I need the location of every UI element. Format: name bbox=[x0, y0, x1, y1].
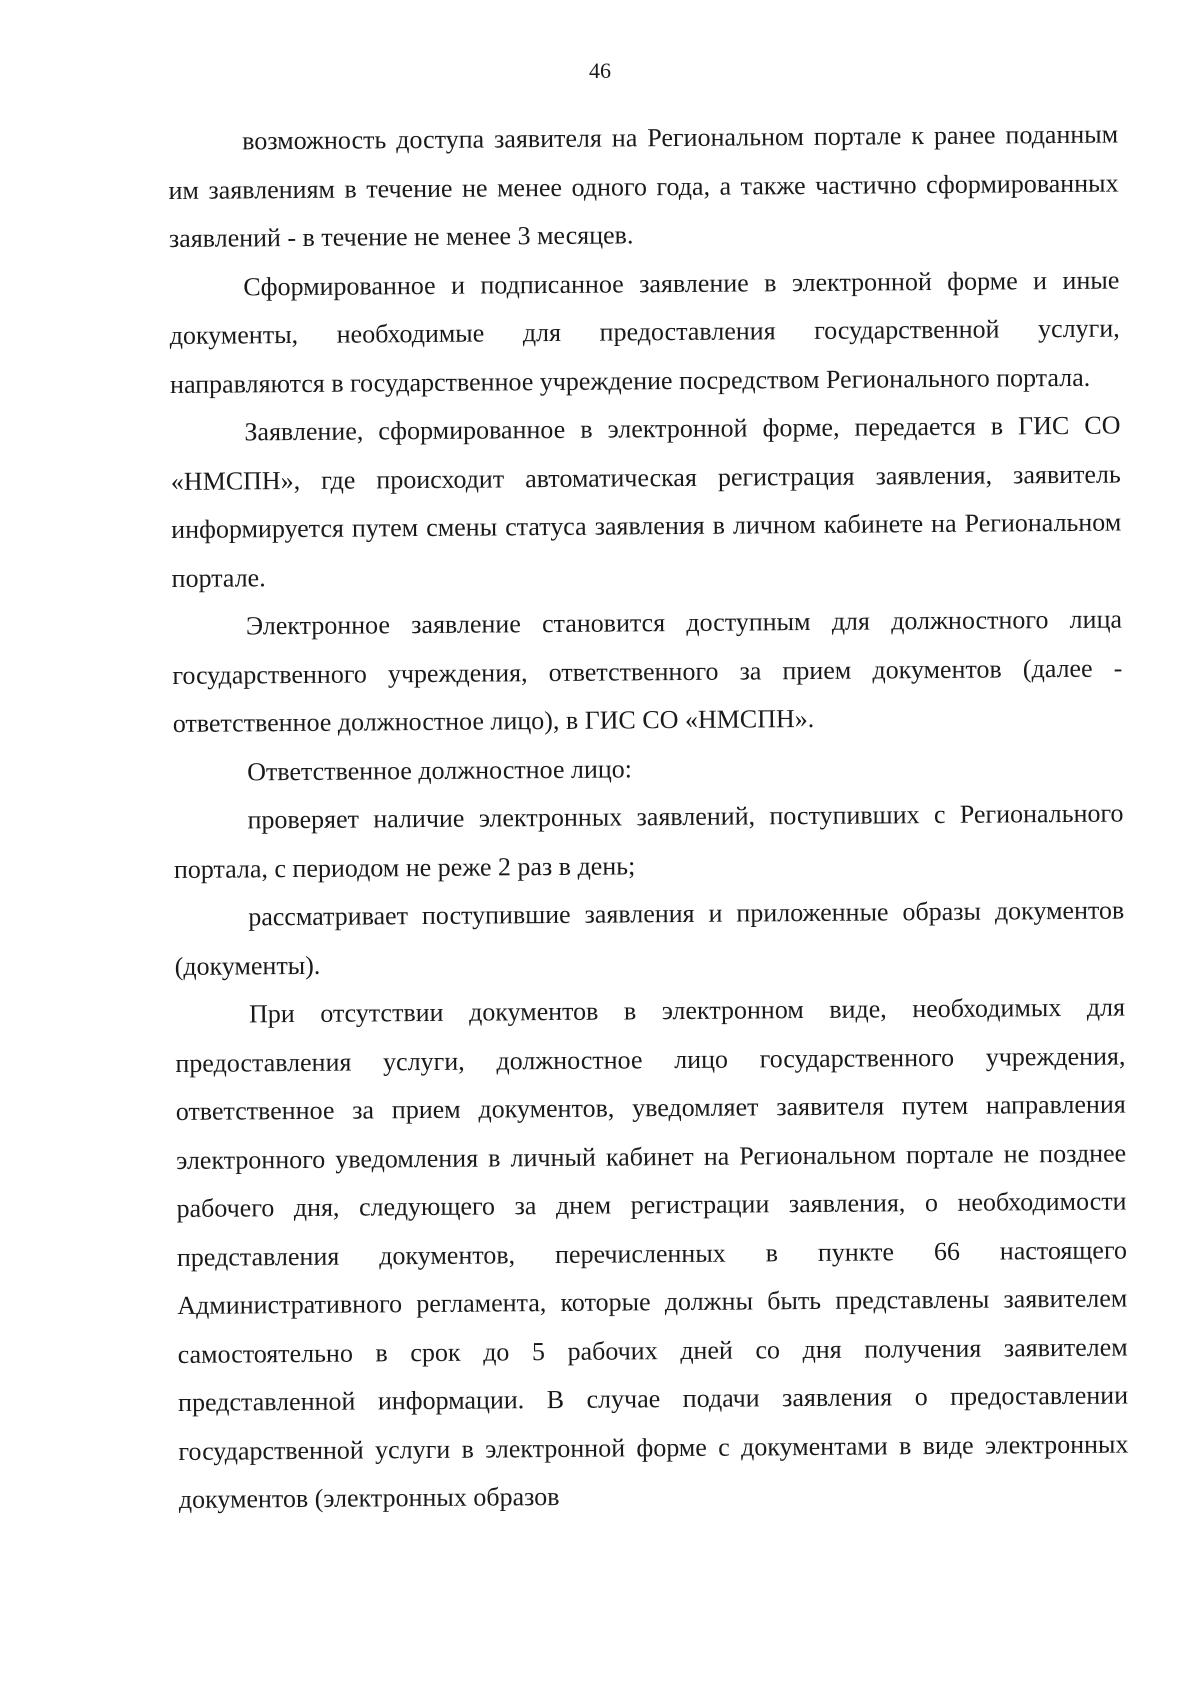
paragraph: Заявление, сформированное в электронной форме, передается в ГИС СО «НМСПН», где происходит автоматическая регистрация заявления, заявитель информируется путем смены статуса заявления в личном кабинете на Региональном портале. bbox=[170, 410, 1122, 593]
paragraph: Ответственное должностное лицо: bbox=[247, 753, 633, 786]
paragraph: Сформированное и подписанное заявление в электронной форме и иные документы, необходимые для предоставления государственной услуги, направляются в государственное учреждение посредством Регионального портала. bbox=[169, 265, 1120, 399]
page-number: 46 bbox=[589, 58, 611, 83]
paragraph: рассматривает поступившие заявления и приложенные образы документов (документы). bbox=[174, 895, 1125, 981]
paragraph: возможность доступа заявителя на Региональном портале к ранее поданным им заявлениям в течение не менее одного года, а также частично сформированных заявлений - в течение не менее 3 месяцев. bbox=[168, 119, 1119, 253]
paragraph: При отсутствии документов в электронном виде, необходимых для предоставления услуги, должностное лицо государственного учреждения, ответственное за прием документов, уведомляет заявителя путем направления электронного уведомления в личный кабинет на Региональном портале не позднее рабочего дня, следующего за днем регистрации заявления, о необходимости представления документов, перечисленных в пункте 66 настоящего Административного регламента, которые должны быть представлены заявителем самостоятельно в срок до 5 рабочих дней со дня получения заявителем представленной информации. В случае подачи заявления о предоставлении государственной услуги в электронной форме с документами в виде электронных документов (электронных образов bbox=[175, 992, 1129, 1514]
document-body bbox=[168, 111, 1129, 1525]
paragraph: проверяет наличие электронных заявлений, поступивших с Регионального портала, с периодом не реже 2 раз в день; bbox=[173, 798, 1124, 884]
paragraph: Электронное заявление становится доступным для должностного лица государственного учреждения, ответственного за прием документов (далее - ответственное должностное лицо), в ГИС СО «НМСПН». bbox=[172, 604, 1123, 738]
